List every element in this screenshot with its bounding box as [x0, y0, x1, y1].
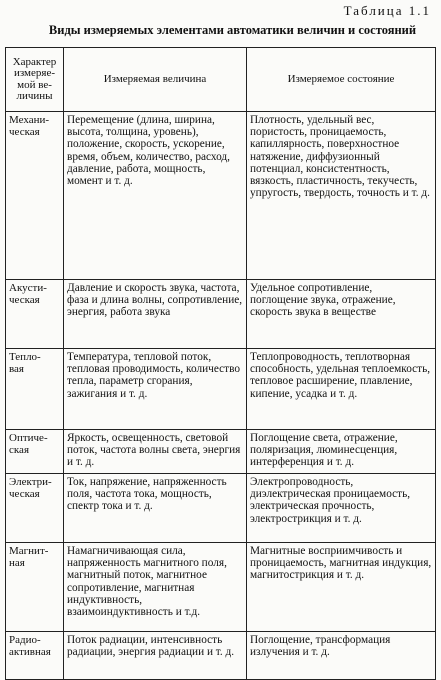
row-state: Поглощение, трансформация излучения и т. д.: [247, 632, 436, 680]
table-row: [6, 430, 436, 474]
row-quantity: Температура, тепловой поток, тепловая проводимость, количество тепла, параметр сгорания, зажигания и т. д.: [64, 349, 247, 430]
row-category: Магнит- ная: [6, 543, 64, 632]
column-header-state: Измеряемое состояние: [247, 48, 436, 112]
row-category: Оптиче- ская: [6, 430, 64, 474]
table-number-label: Таблица 1.1: [343, 3, 431, 18]
row-state: Магнитные восприимчивость и проницаемость, магнитная индукция, магнитострикция и т. д.: [247, 543, 436, 632]
table-row: [6, 349, 436, 430]
row-category: Акусти- ческая: [6, 280, 64, 349]
table-row: [6, 280, 436, 349]
row-category: Механи- ческая: [6, 112, 64, 280]
column-header-character: Характер измеряе- мой ве- личины: [6, 48, 64, 112]
measurement-types-table: [5, 47, 436, 680]
row-quantity: Перемещение (длина, ширина, высота, толщина, уровень), положение, скорость, ускорение, время, объем, количество, расход, давление, работа, мощность, момент и т. д.: [64, 112, 247, 280]
row-state: Электропроводность, диэлектрическая проницаемость, электрическая прочность, электрострикция и т. д.: [247, 474, 436, 543]
row-quantity: Ток, напряжение, напряженность поля, частота тока, мощность, спектр тока и т. д.: [64, 474, 247, 543]
table-row: [6, 474, 436, 543]
row-quantity: Давление и скорость звука, частота, фаза и длина волны, сопротивление, энергия, работа звука: [64, 280, 247, 349]
table-row: [6, 112, 436, 280]
row-quantity: Поток радиации, интенсивность радиации, энергия радиации и т. д.: [64, 632, 247, 680]
table-title: Виды измеряемых элементами автоматики величин и состояний: [48, 23, 417, 37]
row-state: Теплопроводность, теплотворная способность, удельная теплоемкость, тепловое расширение, плавление, кипение, усадка и т. д.: [247, 349, 436, 430]
row-quantity: Намагничивающая сила, напряженность магнитного поля, магнитный поток, магнитное сопротивление, магнитная индуктивность, взаимоиндуктивность и т.д.: [64, 543, 247, 632]
row-state: Поглощение света, отражение, поляризация, люминесценция, интерференция и т. д.: [247, 430, 436, 474]
table-row: [6, 632, 436, 680]
row-quantity: Яркость, освещенность, световой поток, частота волны света, энергия и т. д.: [64, 430, 247, 474]
row-state: Плотность, удельный вес, пористость, проницаемость, капиллярность, поверхностное натяжение, диффузионный потенциал, консистентность, вязкость, пластичность, текучесть, упругость, твердость, точность и т. д.: [247, 112, 436, 280]
row-category: Радио- активная: [6, 632, 64, 680]
row-state: Удельное сопротивление, поглощение звука, отражение, скорость звука в веществе: [247, 280, 436, 349]
row-category: Электри- ческая: [6, 474, 64, 543]
table-row: [6, 543, 436, 632]
column-header-quantity: Измеряемая величина: [64, 48, 247, 112]
row-category: Тепло- вая: [6, 349, 64, 430]
table-header-row: [6, 48, 436, 112]
